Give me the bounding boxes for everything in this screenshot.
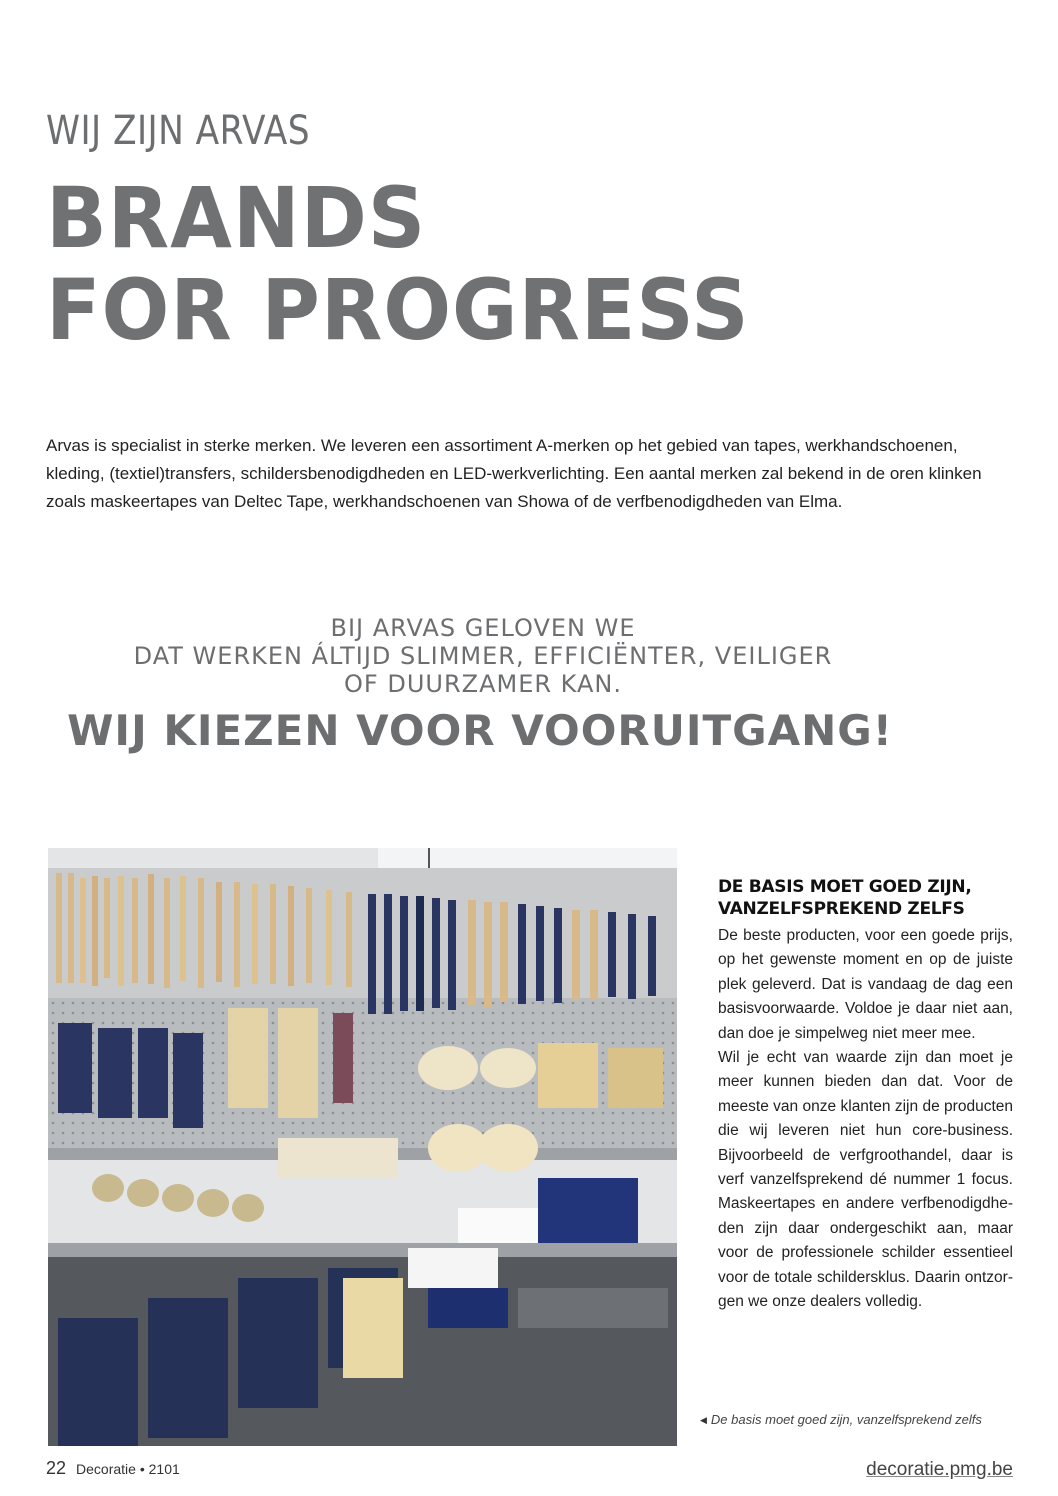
kicker: WIJ ZIJN ARVAS bbox=[46, 108, 311, 154]
pull-quote-line-1: BIJ ARVAS GELOVEN WE bbox=[330, 614, 636, 642]
caption-text: De basis moet goed zijn, vanzelfsprekend zelfs bbox=[710, 1412, 982, 1427]
headline-line-1: BRANDS bbox=[46, 169, 427, 267]
pull-quote bbox=[0, 614, 966, 698]
caption-pointer-icon: ◀ bbox=[700, 1415, 707, 1425]
intro-paragraph: Arvas is specialist in sterke merken. We leveren een assortiment A-merken op het gebied van tapes, werkhandschoenen, kleding, (textiel)transfers, schildersbenodigdheden en LED-werkverlichting. Een aantal merken zal bekend in de oren klinken zoals maskeertapes van Deltec Tape, werkhandschoenen van Showa of de verfbenodigdheden van Elma. bbox=[46, 436, 982, 511]
store-shelf-illustration bbox=[48, 848, 677, 1446]
sidebar-heading-line-1: DE BASIS MOET GOED ZIJN, bbox=[718, 877, 972, 897]
sidebar-article bbox=[718, 876, 1013, 1315]
website-link[interactable]: decoratie.pmg.be bbox=[866, 1459, 1013, 1480]
publication-name: Decoratie • 2101 bbox=[76, 1461, 180, 1477]
headline bbox=[46, 169, 750, 359]
page-footer bbox=[46, 1458, 180, 1479]
page-number: 22 bbox=[46, 1458, 67, 1478]
pull-quote-line-3: OF DUURZAMER KAN. bbox=[344, 670, 622, 698]
sidebar-paragraph-2: Wil je echt van waarde zijn dan moet je meer kunnen bieden dan dat. Voor de meeste van onze klanten zijn de producten die wij leveren niet hun core-business. Bijvoorbeeld de verfgroothandel, daar is verf vanzelfsprekend dé nummer 1 focus. Maskeertapes en andere verfbenodigdheden zijn daar ondergeschikt aan, maar voor de professionele schilder essentieel voor de totale schildersklus. Daarin ontzorgen we onze dealers volledig. bbox=[718, 1049, 1013, 1311]
sidebar-paragraph-1: De beste producten, voor een goede prijs, op het gewenste moment en op de juiste plek geleverd. Dat is vandaag de dag een basisvoorwaarde. Voldoe je daar niet aan, dan doe je simpelweg niet meer mee. bbox=[718, 927, 1013, 1042]
sidebar-heading bbox=[718, 876, 1013, 920]
pull-quote-line-2: DAT WERKEN ÁLTIJD SLIMMER, EFFICIËNTER, VEILIGER bbox=[133, 642, 833, 670]
store-shelf-photo bbox=[48, 848, 677, 1446]
photo-caption bbox=[700, 1412, 982, 1427]
pull-quote-claim: WIJ KIEZEN VOOR VOORUITGANG! bbox=[67, 706, 893, 755]
headline-line-2: FOR PROGRESS bbox=[46, 261, 750, 359]
sidebar-heading-line-2: VANZELFSPREKEND ZELFS bbox=[718, 899, 965, 919]
